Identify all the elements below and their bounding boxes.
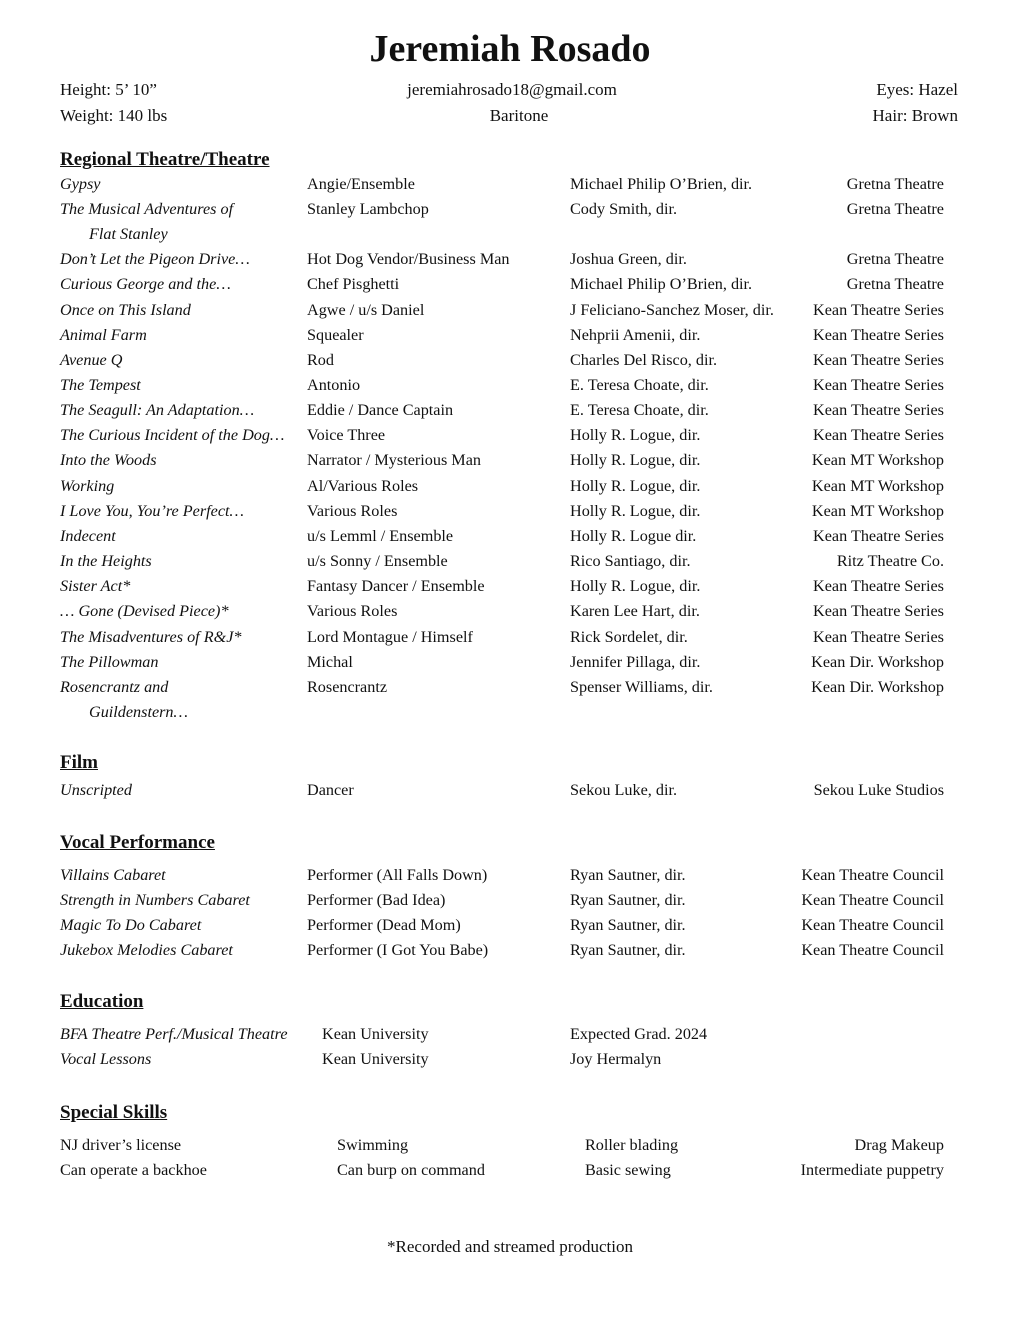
role: Fantasy Dancer / Ensemble	[307, 577, 485, 595]
venue: Kean Theatre Series	[813, 301, 944, 319]
venue: Kean Theatre Series	[813, 577, 944, 595]
director: Holly R. Logue, dir.	[570, 577, 701, 595]
skills-row	[0, 1158, 1020, 1183]
venue: Kean MT Workshop	[811, 451, 944, 469]
film-heading: Film	[60, 752, 98, 773]
credit-row	[0, 172, 1020, 197]
role: Lord Montague / Himself	[307, 628, 473, 646]
venue: Kean Theatre Council	[801, 866, 944, 884]
credit-row	[0, 247, 1020, 272]
education-row	[0, 1022, 1020, 1047]
venue: Kean Theatre Series	[813, 602, 944, 620]
director: Sekou Luke, dir.	[570, 781, 678, 799]
show-title: Into the Woods	[60, 451, 157, 469]
show-title: Jukebox Melodies Cabaret	[60, 941, 233, 959]
school: Kean University	[322, 1050, 429, 1068]
director: Holly R. Logue, dir.	[570, 502, 701, 520]
show-title: Gypsy	[60, 175, 101, 193]
program: BFA Theatre Perf./Musical Theatre	[60, 1025, 288, 1043]
show-title: The Tempest	[60, 376, 141, 394]
director: Joshua Green, dir.	[570, 250, 687, 268]
role: Hot Dog Vendor/Business Man	[307, 250, 510, 268]
venue: Kean Theatre Series	[813, 401, 944, 419]
role: Various Roles	[307, 502, 398, 520]
credit-row	[0, 778, 1020, 803]
director: Ryan Sautner, dir.	[570, 891, 686, 909]
credit-row-continuation	[0, 700, 1020, 725]
director: Michael Philip O’Brien, dir.	[570, 175, 753, 193]
skill: NJ driver’s license	[60, 1136, 182, 1154]
footnote: *Recorded and streamed production	[387, 1237, 633, 1256]
venue: Kean MT Workshop	[811, 477, 944, 495]
director: Spenser Williams, dir.	[570, 678, 713, 696]
school: Kean University	[322, 1025, 429, 1043]
role: Performer (All Falls Down)	[307, 866, 488, 884]
role: Various Roles	[307, 602, 398, 620]
director: Holly R. Logue, dir.	[570, 426, 701, 444]
role: Michal	[307, 653, 353, 671]
director: Ryan Sautner, dir.	[570, 916, 686, 934]
credit-row	[0, 938, 1020, 963]
role: Al/Various Roles	[307, 477, 419, 495]
director: Jennifer Pillaga, dir.	[570, 653, 701, 671]
role: Eddie / Dance Captain	[307, 401, 454, 419]
role: u/s Sonny / Ensemble	[307, 552, 448, 570]
vocal-performance-heading: Vocal Performance	[60, 832, 215, 853]
director: E. Teresa Choate, dir.	[570, 401, 709, 419]
venue: Kean Theatre Series	[813, 351, 944, 369]
director: Holly R. Logue dir.	[570, 527, 697, 545]
voice-type-text: Baritone	[489, 106, 549, 125]
credit-row	[0, 474, 1020, 499]
show-title: Strength in Numbers Cabaret	[60, 891, 250, 909]
role: Chef Pisghetti	[307, 275, 400, 293]
show-title: The Seagull: An Adaptation…	[60, 401, 255, 419]
credit-row	[0, 197, 1020, 222]
credit-row	[0, 650, 1020, 675]
show-title: The Musical Adventures of	[60, 200, 234, 218]
role: Narrator / Mysterious Man	[307, 451, 481, 469]
director: Ryan Sautner, dir.	[570, 866, 686, 884]
show-title: The Misadventures of R&J*	[60, 628, 242, 646]
skill: Intermediate puppetry	[800, 1161, 944, 1179]
skill: Can operate a backhoe	[60, 1161, 207, 1179]
role: Rod	[307, 351, 334, 369]
director: Cody Smith, dir.	[570, 200, 678, 218]
show-title: The Curious Incident of the Dog…	[60, 426, 285, 444]
venue: Gretna Theatre	[846, 175, 944, 193]
director: Michael Philip O’Brien, dir.	[570, 275, 753, 293]
venue: Kean Theatre Series	[813, 326, 944, 344]
weight-text: Weight: 140 lbs	[60, 106, 168, 125]
role: Performer (I Got You Babe)	[307, 941, 489, 959]
credit-row	[0, 448, 1020, 473]
venue: Gretna Theatre	[846, 250, 944, 268]
regional-theatre-heading: Regional Theatre/Theatre	[60, 149, 270, 170]
email-text: jeremiahrosado18@gmail.com	[407, 80, 617, 99]
director: Holly R. Logue, dir.	[570, 477, 701, 495]
credit-row	[0, 599, 1020, 624]
credit-row	[0, 373, 1020, 398]
director: E. Teresa Choate, dir.	[570, 376, 709, 394]
director: Karen Lee Hart, dir.	[570, 602, 700, 620]
show-title-continued: Guildenstern…	[89, 703, 188, 721]
role: Squealer	[307, 326, 364, 344]
role: Antonio	[307, 376, 361, 394]
role: Agwe / u/s Daniel	[307, 301, 425, 319]
show-title: … Gone (Devised Piece)*	[60, 602, 229, 620]
show-title: Curious George and the…	[60, 275, 231, 293]
education-detail: Expected Grad. 2024	[570, 1025, 708, 1043]
role: Voice Three	[307, 426, 386, 444]
role: Angie/Ensemble	[307, 175, 415, 193]
credit-row	[0, 298, 1020, 323]
show-title: The Pillowman	[60, 653, 159, 671]
show-title: Sister Act*	[60, 577, 131, 595]
credit-row-continuation	[0, 222, 1020, 247]
venue: Kean Theatre Series	[813, 376, 944, 394]
venue: Kean Theatre Series	[813, 628, 944, 646]
director: J Feliciano-Sanchez Moser, dir.	[570, 301, 774, 319]
show-title: Rosencrantz and	[60, 678, 169, 696]
credit-row	[0, 574, 1020, 599]
credit-row	[0, 625, 1020, 650]
skill: Basic sewing	[585, 1161, 671, 1179]
education-heading: Education	[60, 991, 144, 1012]
venue: Gretna Theatre	[846, 200, 944, 218]
director: Rico Santiago, dir.	[570, 552, 691, 570]
credit-row	[0, 863, 1020, 888]
role: Dancer	[307, 781, 354, 799]
show-title: Working	[60, 477, 115, 495]
venue: Kean Dir. Workshop	[811, 678, 944, 696]
credit-row	[0, 499, 1020, 524]
credit-row	[0, 888, 1020, 913]
skills-row	[0, 1133, 1020, 1158]
show-title: Indecent	[60, 527, 116, 545]
venue: Kean Theatre Council	[801, 941, 944, 959]
education-row	[0, 1047, 1020, 1072]
skill: Roller blading	[585, 1136, 679, 1154]
credit-row	[0, 524, 1020, 549]
credit-row	[0, 423, 1020, 448]
program: Vocal Lessons	[60, 1050, 152, 1068]
director: Charles Del Risco, dir.	[570, 351, 718, 369]
show-title: Villains Cabaret	[60, 866, 166, 884]
skill: Swimming	[337, 1136, 409, 1154]
director: Ryan Sautner, dir.	[570, 941, 686, 959]
credit-row	[0, 398, 1020, 423]
director: Nehprii Amenii, dir.	[570, 326, 701, 344]
role: Stanley Lambchop	[307, 200, 429, 218]
venue: Kean Theatre Series	[813, 426, 944, 444]
credit-row	[0, 675, 1020, 700]
show-title: Unscripted	[60, 781, 132, 799]
venue: Kean Theatre Series	[813, 527, 944, 545]
credit-row	[0, 272, 1020, 297]
venue: Kean Dir. Workshop	[811, 653, 944, 671]
credit-row	[0, 913, 1020, 938]
height-text: Height: 5’ 10”	[60, 80, 157, 99]
special-skills-heading: Special Skills	[60, 1102, 168, 1123]
venue: Kean Theatre Council	[801, 891, 944, 909]
eyes-text: Eyes: Hazel	[876, 80, 958, 99]
credit-row	[0, 549, 1020, 574]
venue: Kean Theatre Council	[801, 916, 944, 934]
role: Performer (Bad Idea)	[307, 891, 446, 909]
show-title: Don’t Let the Pigeon Drive…	[60, 250, 250, 268]
credit-row	[0, 348, 1020, 373]
role: Performer (Dead Mom)	[307, 916, 461, 934]
skill: Drag Makeup	[854, 1136, 944, 1154]
venue: Gretna Theatre	[846, 275, 944, 293]
show-title: I Love You, You’re Perfect…	[60, 502, 244, 520]
show-title: Once on This Island	[60, 301, 191, 319]
show-title: Animal Farm	[60, 326, 147, 344]
director: Rick Sordelet, dir.	[570, 628, 688, 646]
education-detail: Joy Hermalyn	[570, 1050, 662, 1068]
hair-text: Hair: Brown	[872, 106, 958, 125]
director: Holly R. Logue, dir.	[570, 451, 701, 469]
venue: Sekou Luke Studios	[813, 781, 944, 799]
venue: Ritz Theatre Co.	[836, 552, 944, 570]
skill: Can burp on command	[337, 1161, 485, 1179]
show-title: In the Heights	[60, 552, 152, 570]
credit-row	[0, 323, 1020, 348]
resume-name: Jeremiah Rosado	[369, 28, 651, 70]
show-title: Magic To Do Cabaret	[60, 916, 202, 934]
show-title: Avenue Q	[60, 351, 123, 369]
venue: Kean MT Workshop	[811, 502, 944, 520]
role: Rosencrantz	[307, 678, 388, 696]
role: u/s Lemml / Ensemble	[307, 527, 454, 545]
show-title-continued: Flat Stanley	[89, 225, 168, 243]
